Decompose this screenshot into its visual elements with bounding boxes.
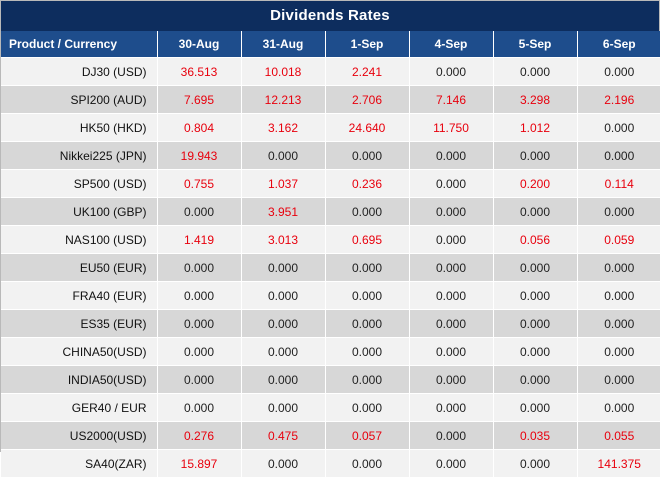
rate-cell: 0.000 xyxy=(577,254,660,282)
rate-cell: 141.375 xyxy=(577,450,660,478)
table-header xyxy=(1,31,660,58)
rate-cell: 0.000 xyxy=(493,142,577,170)
rate-cell: 0.114 xyxy=(577,170,660,198)
rate-cell: 36.513 xyxy=(157,58,241,86)
rate-cell: 0.000 xyxy=(241,366,325,394)
rate-cell: 0.475 xyxy=(241,422,325,450)
rate-cell: 0.000 xyxy=(409,282,493,310)
rate-cell: 7.695 xyxy=(157,86,241,114)
rate-cell: 0.000 xyxy=(241,282,325,310)
column-header-1-sep: 1-Sep xyxy=(325,31,409,58)
column-header-31-aug: 31-Aug xyxy=(241,31,325,58)
rate-cell: 0.000 xyxy=(157,282,241,310)
rate-cell: 3.298 xyxy=(493,86,577,114)
rate-cell: 0.000 xyxy=(325,338,409,366)
rate-cell: 0.000 xyxy=(493,282,577,310)
rate-cell: 0.000 xyxy=(157,366,241,394)
column-header-30-aug: 30-Aug xyxy=(157,31,241,58)
rate-cell: 0.000 xyxy=(157,394,241,422)
row-label: SPI200 (AUD) xyxy=(1,86,157,114)
rate-cell: 0.000 xyxy=(241,254,325,282)
table-row xyxy=(1,282,660,310)
rate-cell: 0.000 xyxy=(409,422,493,450)
row-label: FRA40 (EUR) xyxy=(1,282,157,310)
rate-cell: 0.000 xyxy=(241,338,325,366)
row-label: UK100 (GBP) xyxy=(1,198,157,226)
rate-cell: 0.000 xyxy=(241,142,325,170)
row-label: INDIA50(USD) xyxy=(1,366,157,394)
rate-cell: 0.000 xyxy=(325,198,409,226)
rate-cell: 0.057 xyxy=(325,422,409,450)
rate-cell: 0.000 xyxy=(493,338,577,366)
rate-cell: 0.000 xyxy=(409,366,493,394)
rate-cell: 0.000 xyxy=(409,58,493,86)
rate-cell: 15.897 xyxy=(157,450,241,478)
rate-cell: 0.055 xyxy=(577,422,660,450)
rate-cell: 0.000 xyxy=(577,310,660,338)
table-row xyxy=(1,422,660,450)
rate-cell: 0.000 xyxy=(493,366,577,394)
row-label: Nikkei225 (JPN) xyxy=(1,142,157,170)
rate-cell: 3.162 xyxy=(241,114,325,142)
row-label: ES35 (EUR) xyxy=(1,310,157,338)
table-row xyxy=(1,58,660,86)
row-label: DJ30 (USD) xyxy=(1,58,157,86)
row-label: SP500 (USD) xyxy=(1,170,157,198)
table-row xyxy=(1,254,660,282)
rate-cell: 24.640 xyxy=(325,114,409,142)
table-row xyxy=(1,142,660,170)
column-header-product-currency: Product / Currency xyxy=(1,31,157,58)
rate-cell: 7.146 xyxy=(409,86,493,114)
rate-cell: 0.000 xyxy=(577,198,660,226)
rate-cell: 0.000 xyxy=(409,198,493,226)
rate-cell: 0.000 xyxy=(157,254,241,282)
page-title: Dividends Rates xyxy=(1,1,659,31)
rate-cell: 0.000 xyxy=(241,394,325,422)
rate-cell: 1.419 xyxy=(157,226,241,254)
rate-cell: 0.000 xyxy=(493,394,577,422)
rate-cell: 0.000 xyxy=(409,338,493,366)
rate-cell: 0.056 xyxy=(493,226,577,254)
rate-cell: 0.000 xyxy=(157,198,241,226)
rate-cell: 0.000 xyxy=(577,394,660,422)
table-row xyxy=(1,226,660,254)
table-row xyxy=(1,198,660,226)
rate-cell: 0.000 xyxy=(577,338,660,366)
rate-cell: 0.000 xyxy=(325,282,409,310)
row-label: HK50 (HKD) xyxy=(1,114,157,142)
rate-cell: 0.000 xyxy=(157,338,241,366)
table-row xyxy=(1,338,660,366)
rate-cell: 1.037 xyxy=(241,170,325,198)
rate-cell: 0.000 xyxy=(577,58,660,86)
rate-cell: 19.943 xyxy=(157,142,241,170)
rate-cell: 0.000 xyxy=(325,450,409,478)
rate-cell: 2.706 xyxy=(325,86,409,114)
table-row xyxy=(1,114,660,142)
row-label: SA40(ZAR) xyxy=(1,450,157,478)
rate-cell: 0.000 xyxy=(493,450,577,478)
rate-cell: 0.000 xyxy=(577,114,660,142)
rate-cell: 0.236 xyxy=(325,170,409,198)
rate-cell: 0.000 xyxy=(157,310,241,338)
rate-cell: 0.059 xyxy=(577,226,660,254)
table-row xyxy=(1,366,660,394)
rate-cell: 0.200 xyxy=(493,170,577,198)
rate-cell: 0.000 xyxy=(409,170,493,198)
rate-cell: 0.804 xyxy=(157,114,241,142)
rate-cell: 10.018 xyxy=(241,58,325,86)
table-row xyxy=(1,394,660,422)
rate-cell: 0.695 xyxy=(325,226,409,254)
rate-cell: 0.000 xyxy=(241,310,325,338)
rate-cell: 0.000 xyxy=(325,366,409,394)
rate-cell: 0.000 xyxy=(409,310,493,338)
rate-cell: 0.276 xyxy=(157,422,241,450)
rate-cell: 12.213 xyxy=(241,86,325,114)
rate-cell: 0.000 xyxy=(577,282,660,310)
rate-cell: 3.951 xyxy=(241,198,325,226)
rate-cell: 3.013 xyxy=(241,226,325,254)
rate-cell: 1.012 xyxy=(493,114,577,142)
dividends-table xyxy=(1,31,660,478)
rate-cell: 0.000 xyxy=(325,142,409,170)
rate-cell: 0.000 xyxy=(325,394,409,422)
rate-cell: 0.000 xyxy=(493,310,577,338)
rate-cell: 0.000 xyxy=(493,198,577,226)
rate-cell: 0.000 xyxy=(493,254,577,282)
rate-cell: 0.000 xyxy=(409,254,493,282)
table-body xyxy=(1,58,660,478)
table-row xyxy=(1,170,660,198)
rate-cell: 0.000 xyxy=(409,450,493,478)
row-label: GER40 / EUR xyxy=(1,394,157,422)
rate-cell: 0.000 xyxy=(577,142,660,170)
rate-cell: 0.000 xyxy=(577,366,660,394)
rate-cell: 0.000 xyxy=(325,310,409,338)
row-label: CHINA50(USD) xyxy=(1,338,157,366)
table-row xyxy=(1,86,660,114)
column-header-4-sep: 4-Sep xyxy=(409,31,493,58)
rate-cell: 0.000 xyxy=(493,58,577,86)
rate-cell: 0.000 xyxy=(325,254,409,282)
rate-cell: 0.000 xyxy=(409,142,493,170)
column-header-6-sep: 6-Sep xyxy=(577,31,660,58)
rate-cell: 0.000 xyxy=(241,450,325,478)
table-row xyxy=(1,310,660,338)
rate-cell: 0.755 xyxy=(157,170,241,198)
rate-cell: 2.196 xyxy=(577,86,660,114)
rate-cell: 0.000 xyxy=(409,226,493,254)
table-row xyxy=(1,450,660,478)
row-label: EU50 (EUR) xyxy=(1,254,157,282)
row-label: US2000(USD) xyxy=(1,422,157,450)
rate-cell: 0.000 xyxy=(409,394,493,422)
rate-cell: 2.241 xyxy=(325,58,409,86)
row-label: NAS100 (USD) xyxy=(1,226,157,254)
table-header-row xyxy=(1,31,660,58)
rate-cell: 0.035 xyxy=(493,422,577,450)
rate-cell: 11.750 xyxy=(409,114,493,142)
column-header-5-sep: 5-Sep xyxy=(493,31,577,58)
